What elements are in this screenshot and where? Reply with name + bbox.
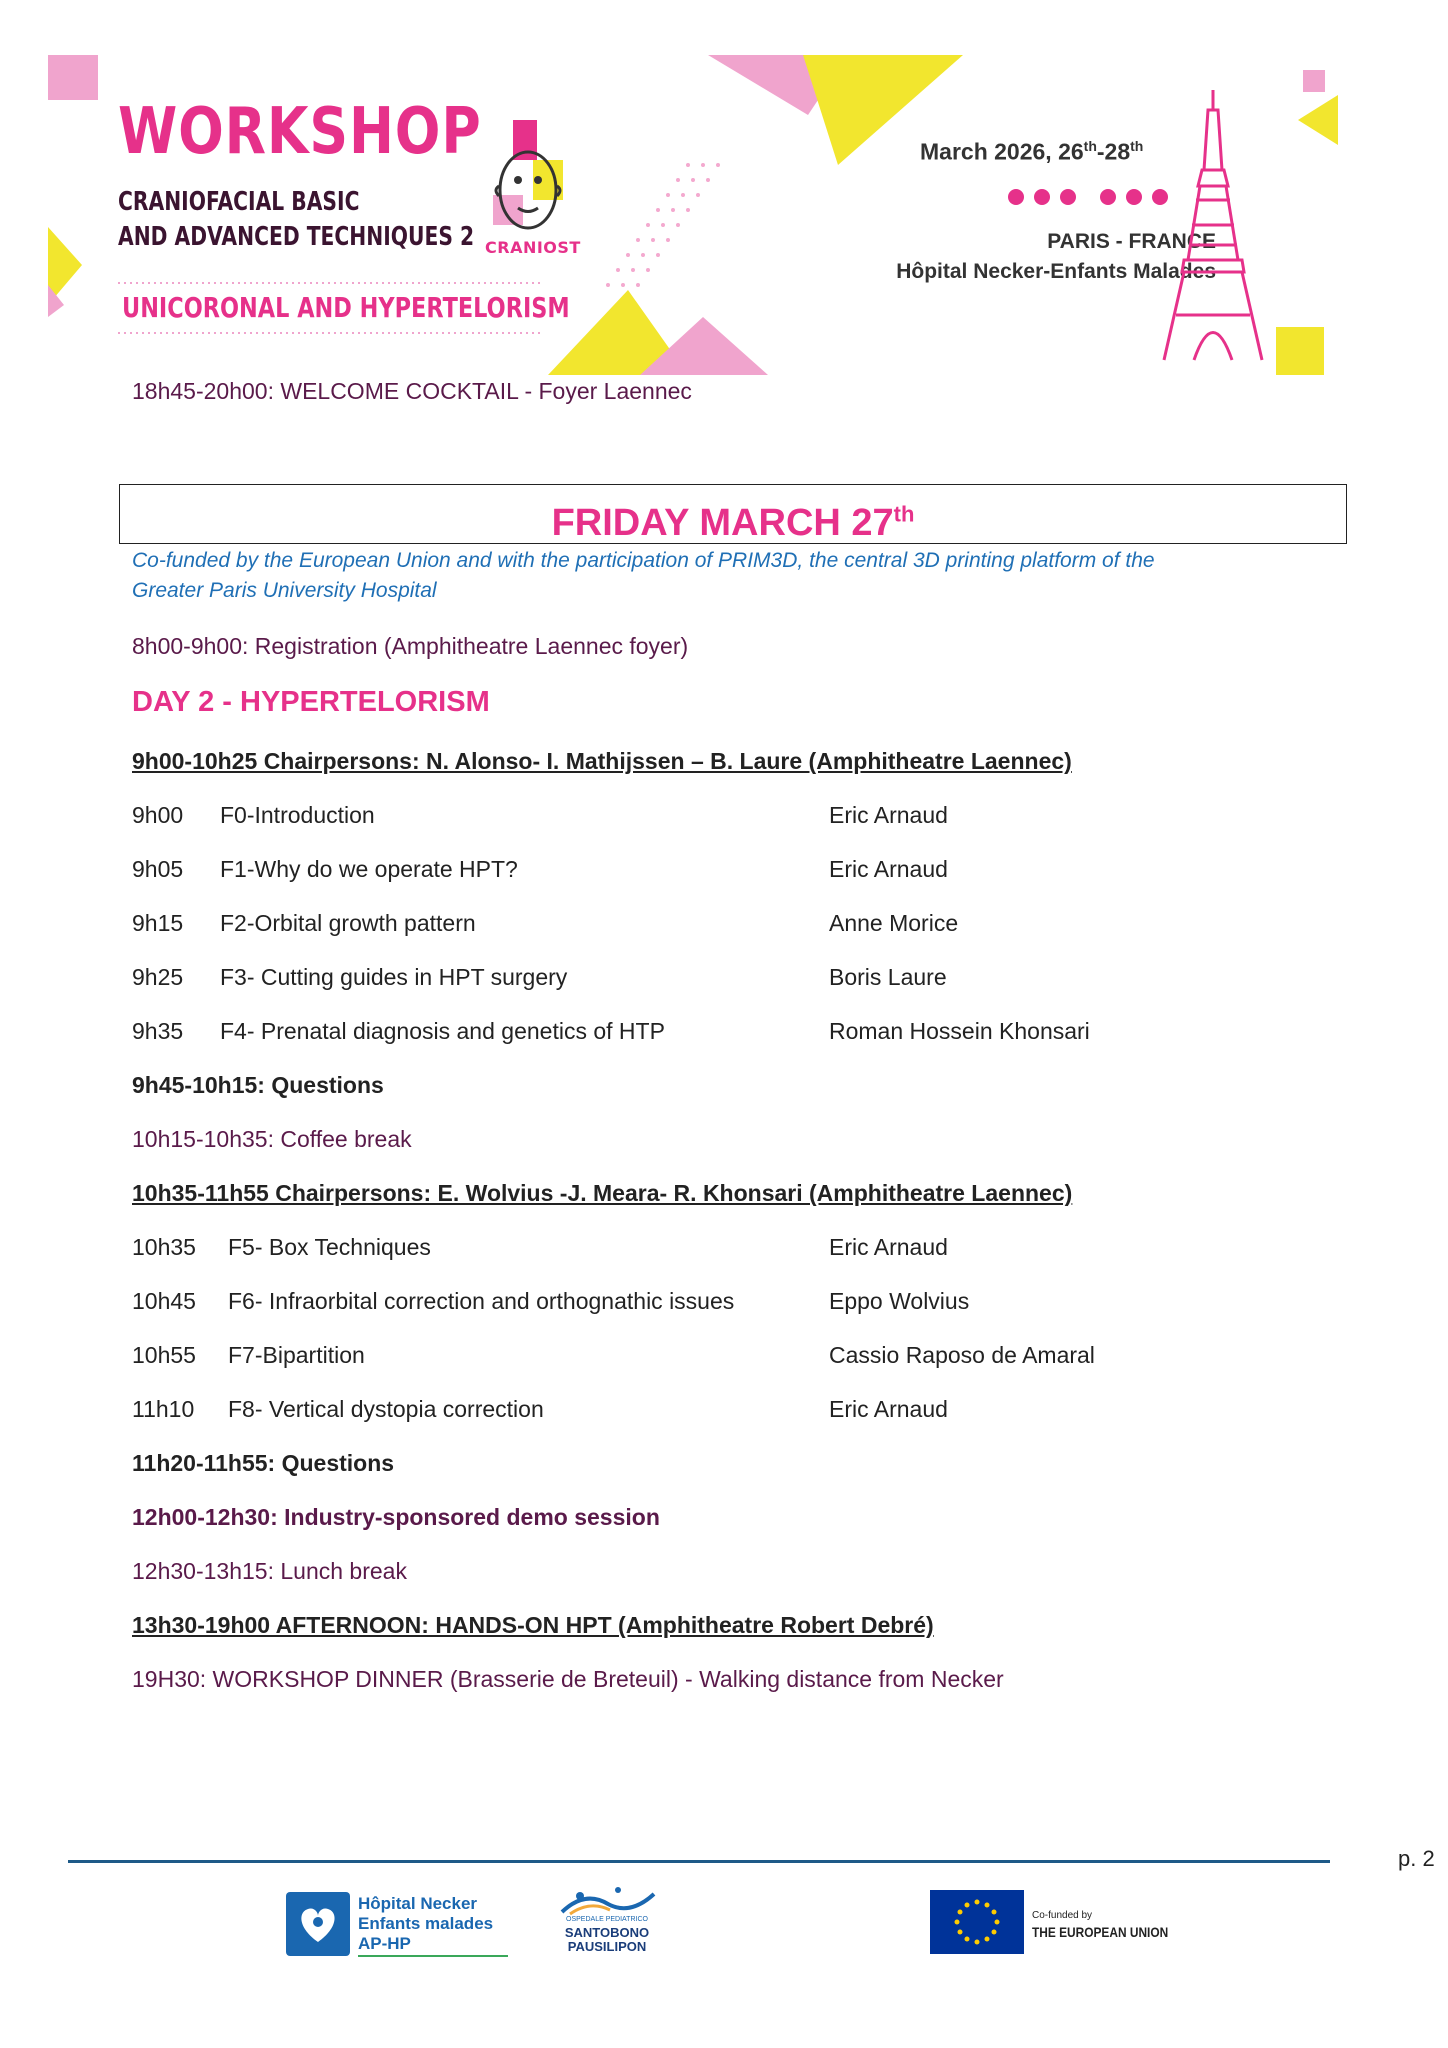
event-city: PARIS - FRANCE bbox=[1047, 230, 1216, 253]
funding-note bbox=[132, 546, 1155, 606]
yellow-right-triangle-shape bbox=[1298, 95, 1338, 145]
craniost-logo bbox=[473, 120, 581, 260]
session2-questions: 11h20-11h55: Questions bbox=[132, 1450, 395, 1476]
registration: 8h00-9h00: Registration (Amphitheatre Laennec foyer) bbox=[132, 633, 689, 659]
date-mid: -28 bbox=[1096, 138, 1131, 165]
talk-speaker: Eric Arnaud bbox=[829, 802, 948, 828]
day-heading: DAY 2 - HYPERTELORISM bbox=[132, 686, 490, 718]
talk-speaker: Anne Morice bbox=[829, 910, 959, 936]
necker-logo-text bbox=[358, 1894, 493, 1954]
funding-line-1: Co-funded by the European Union and with the participation of PRIM3D, the central 3D printing platform of the bbox=[132, 549, 1155, 572]
eu-line-2: THE EUROPEAN UNION bbox=[1032, 1924, 1169, 1940]
date-sup-2: th bbox=[1130, 138, 1144, 154]
talk-time: 9h25 bbox=[132, 964, 184, 990]
pink-square-shape bbox=[48, 55, 98, 100]
talk-title: F0-Introduction bbox=[220, 802, 375, 828]
talk-title: F7-Bipartition bbox=[228, 1342, 365, 1368]
necker-logo bbox=[286, 1892, 516, 1956]
santobono-line-1: SANTOBONO bbox=[564, 1925, 650, 1940]
event-banner bbox=[48, 55, 1338, 380]
craniost-logo-text: CRANIOST bbox=[485, 238, 581, 257]
event-location bbox=[808, 230, 1216, 284]
funding-line-2: Greater Paris University Hospital bbox=[132, 579, 437, 602]
session2-chair: 10h35-11h55 Chairpersons: E. Wolvius -J. Meara- R. Khonsari (Amphitheatre Laennec) bbox=[132, 1180, 1073, 1206]
santobono-wave-icon bbox=[560, 1886, 656, 1916]
talk-time: 11h10 bbox=[132, 1396, 195, 1422]
talk-title: F1-Why do we operate HPT? bbox=[220, 856, 518, 882]
talk-speaker: Eric Arnaud bbox=[829, 1396, 948, 1422]
afternoon-handson: 13h30-19h00 AFTERNOON: HANDS-ON HPT (Amphitheatre Robert Debré) bbox=[132, 1612, 934, 1638]
date-prefix: March 2026, 26 bbox=[920, 138, 1084, 165]
workshop-title: WORKSHOP bbox=[118, 95, 482, 169]
date-sup-1: th bbox=[1083, 138, 1097, 154]
session1-chair: 9h00-10h25 Chairpersons: N. Alonso- I. Mathijssen – B. Laure (Amphitheatre Laennec) bbox=[132, 748, 1072, 774]
day-title bbox=[552, 502, 915, 544]
santobono-small-text: OSPEDALE PEDIATRICO bbox=[566, 1916, 648, 1923]
necker-line-2: Enfants malades bbox=[358, 1914, 494, 1933]
talk-title: F5- Box Techniques bbox=[228, 1234, 431, 1260]
craniost-face-icon bbox=[473, 120, 573, 240]
talk-title: F8- Vertical dystopia correction bbox=[228, 1396, 544, 1422]
eu-cofunded-logo bbox=[930, 1890, 1190, 1954]
santobono-line-2: PAUSILIPON bbox=[567, 1939, 647, 1954]
talk-title: F3- Cutting guides in HPT surgery bbox=[220, 964, 568, 990]
welcome-cocktail: 18h45-20h00: WELCOME COCKTAIL - Foyer Laennec bbox=[132, 378, 692, 404]
talk-time: 10h45 bbox=[132, 1288, 196, 1314]
necker-heart-icon bbox=[286, 1892, 350, 1956]
event-venue: Hôpital Necker-Enfants Malades bbox=[896, 260, 1216, 283]
talk-speaker: Eppo Wolvius bbox=[829, 1288, 970, 1314]
necker-underline bbox=[358, 1955, 508, 1957]
santobono-logo-text bbox=[552, 1926, 662, 1954]
talk-title: F6- Infraorbital correction and orthognathic issues bbox=[228, 1288, 735, 1314]
eu-line-1: Co-funded by bbox=[1032, 1910, 1093, 1921]
day-title-sup: th bbox=[893, 501, 915, 526]
event-date bbox=[920, 138, 1143, 166]
page-number: p. 2 bbox=[1398, 1846, 1435, 1871]
talk-speaker: Boris Laure bbox=[829, 964, 947, 990]
dotted-band-shape bbox=[606, 163, 720, 287]
talk-time: 9h05 bbox=[132, 856, 184, 882]
talk-time: 10h35 bbox=[132, 1234, 196, 1260]
footer-divider bbox=[68, 1860, 1330, 1863]
talk-time: 9h35 bbox=[132, 1018, 184, 1044]
day-title-text: FRIDAY MARCH 27 bbox=[551, 501, 894, 544]
eiffel-tower-icon bbox=[1158, 90, 1268, 370]
subtitle-line-1: CRANIOFACIAL BASIC bbox=[118, 187, 360, 217]
santobono-logo bbox=[552, 1886, 662, 1958]
talk-time: 9h00 bbox=[132, 802, 184, 828]
coffee-break: 10h15-10h35: Coffee break bbox=[132, 1126, 412, 1152]
talk-speaker: Roman Hossein Khonsari bbox=[829, 1018, 1090, 1044]
talk-title: F4- Prenatal diagnosis and genetics of HTP bbox=[220, 1018, 665, 1044]
talk-speaker: Cassio Raposo de Amaral bbox=[829, 1342, 1095, 1368]
demo-session: 12h00-12h30: Industry-sponsored demo session bbox=[132, 1504, 660, 1530]
subtitle-line-2: AND ADVANCED TECHNIQUES 2 bbox=[118, 222, 475, 252]
yellow-right-square-shape bbox=[1276, 327, 1324, 375]
talk-speaker: Eric Arnaud bbox=[829, 1234, 948, 1260]
workshop-dinner: 19H30: WORKSHOP DINNER (Brasserie de Breteuil) - Walking distance from Necker bbox=[132, 1666, 1004, 1692]
talk-time: 10h55 bbox=[132, 1342, 196, 1368]
necker-line-3: AP-HP bbox=[358, 1934, 411, 1953]
pink-right-square-shape bbox=[1303, 70, 1325, 92]
talk-speaker: Eric Arnaud bbox=[829, 856, 948, 882]
talk-title: F2-Orbital growth pattern bbox=[220, 910, 476, 936]
lunch-break: 12h30-13h15: Lunch break bbox=[132, 1558, 407, 1584]
workshop-theme: UNICORONAL AND HYPERTELORISM bbox=[122, 291, 570, 324]
workshop-subtitle bbox=[118, 185, 474, 255]
eu-flag-icon bbox=[930, 1890, 1024, 1954]
talk-time: 9h15 bbox=[132, 910, 184, 936]
necker-line-1: Hôpital Necker bbox=[358, 1894, 478, 1913]
day-title-box bbox=[119, 484, 1347, 544]
dots-divider bbox=[1008, 189, 1178, 210]
session1-questions: 9h45-10h15: Questions bbox=[132, 1072, 384, 1098]
